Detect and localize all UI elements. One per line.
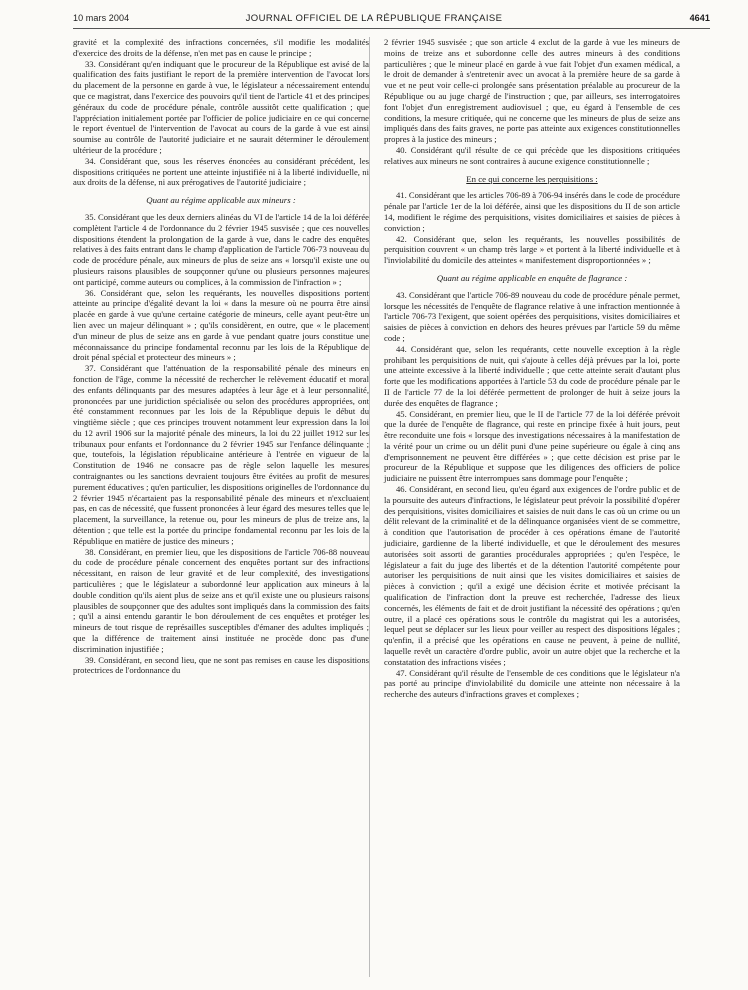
section-heading: Quant au régime applicable en enquête de flagrance : bbox=[436, 272, 628, 283]
section-heading: En ce qui concerne les perquisitions : bbox=[466, 173, 598, 184]
paragraph: 41. Considérant que les articles 706-89 à 706-94 insérés dans le code de procédure pénale par l'article 1er de la loi déférée, ainsi que les dispositions du II de son article 14, modifient le régime des perquisitions, visites domiciliaires et saisies de pièces à conviction ; bbox=[384, 190, 680, 233]
paragraph: 47. Considérant qu'il résulte de l'ensemble de ces conditions que le législateur n'a pas porté au principe d'inviolabilité du domicile une atteinte non nécessaire à la recherche des auteurs d'infractions graves et complexes ; bbox=[384, 667, 680, 700]
header-rule bbox=[73, 28, 710, 29]
section-heading: Quant au régime applicable aux mineurs : bbox=[146, 195, 296, 206]
continued-paragraph: 2 février 1945 susvisée ; que son article 4 exclut de la garde à vue les mineurs de moins de treize ans et subordonne celle des autres mineurs à des conditions particulières ; que le mineur placé en garde à vue fait l'objet d'un examen médical, a le droit de demander à s'entretenir avec un avocat à la première heure de sa garde à vue et ne peut voir celle-ci prolongée sans présentation préalable au procureur de la République ou au juge chargé de l'instruction ; que, par ailleurs, ses interrogatoires font l'objet d'un enregistrement audiovisuel ; que, eu égard à l'ensemble de ces conditions, la mesure critiquée, qui ne concerne que les mineurs de plus de seize ans impliqués dans des faits graves, ne porte pas atteinte aux exigences constitutionnelles propres à la justice des mineurs ; bbox=[384, 37, 680, 145]
paragraph: 37. Considérant que l'atténuation de la responsabilité pénale des mineurs en fonction de l'âge, comme la nécessité de rechercher le relèvement éducatif et moral des enfants délinquants par des mesures adaptées à leur âge et à leur personnalité, prononcées par une juridiction spécialisée ou selon des procédures appropriées, ont été constamment reconnues par les lois de la République depuis le début du vingtième siècle ; que ces principes trouvent notamment leur expression dans la loi du 12 avril 1906 sur la majorité pénale des mineurs, la loi du 22 juillet 1912 sur les tribunaux pour enfants et l'ordonnance du 2 février 1945 sur l'enfance délinquante ; que, toutefois, la législation républicaine antérieure à l'entrée en vigueur de la Constitution de 1946 ne consacre pas de règle selon laquelle les mesures contraignantes ou les sanctions devraient toujours être évitées au profit de mesures purement éducatives ; qu'en particulier, les dispositions originelles de l'ordonnance du 2 février 1945 n'écartaient pas la responsabilité pénale des mineurs et n'excluaient pas, en cas de nécessité, que fussent prononcées à leur égard des mesures telles que le placement, la surveillance, la retenue ou, pour les mineurs de plus de treize ans, la détention ; que telle est la portée du principe fondamental reconnu par les lois de la République en matière de justice des mineurs ; bbox=[73, 363, 369, 546]
paragraph: 40. Considérant qu'il résulte de ce qui précède que les dispositions critiquées relatives aux mineurs ne sont contraires à aucune exigence constitutionnelle ; bbox=[384, 144, 680, 166]
paragraph: 39. Considérant, en second lieu, que ne sont pas remises en cause les dispositions protectrices de l'ordonnance du bbox=[73, 654, 369, 676]
continued-paragraph: gravité et la complexité des infractions concernées, s'il modifie les modalités d'exercice des droits de la défense, n'en met pas en cause le principe ; bbox=[73, 37, 369, 58]
column-divider bbox=[369, 37, 370, 977]
right-column bbox=[384, 37, 680, 700]
header-title: JOURNAL OFFICIEL DE LA RÉPUBLIQUE FRANÇAISE bbox=[245, 13, 503, 24]
header-date: 10 mars 2004 bbox=[73, 13, 130, 23]
paragraph: 35. Considérant que les deux derniers alinéas du VI de l'article 14 de la loi déférée complètent l'article 4 de l'ordonnance du 2 février 1945 susvisée ; que ces nouvelles dispositions étendent la prolongation de la garde à vue, dans le cadre des enquêtes relatives à des faits entrant dans le champ d'application de l'article 706-73 nouveau du code de procédure pénale, aux mineurs de plus de seize ans « lorsqu'il existe une ou plusieurs raisons plausibles de soupçonner qu'une ou plusieurs personnes majeures ont participé, comme auteurs ou complices, à la commission de l'infraction » ; bbox=[73, 211, 369, 287]
paragraph: 44. Considérant que, selon les requérants, cette nouvelle exception à la règle prohibant les perquisitions de nuit, qui s'ajoute à celles déjà prévues par la loi, porte une atteinte excessive à la liberté individuelle ; que cette atteinte serait d'autant plus forte que les modifications apportées à l'article 53 du code de procédure pénale par le II de l'article 77 de la loi déférée permettent de prolonger de huit à seize jours la durée des enquêtes de flagrance ; bbox=[384, 343, 680, 408]
paragraph: 36. Considérant que, selon les requérants, les nouvelles dispositions portent atteinte au principe d'égalité devant la loi « dans la mesure où ne pourra être ainsi placée en garde à vue qu'une certaine catégorie de mineurs, celle ayant peut-être un lien avec un majeur délinquant » ; qu'ils considèrent, en outre, que « le placement d'un mineur de plus de seize ans en garde à vue pendant quatre jours constitue une méconnaissance du principe fondamental reconnu par les lois de la République de droit pénal spécial et protecteur des mineurs » ; bbox=[73, 287, 369, 363]
header-page-number: 4641 bbox=[689, 13, 710, 23]
paragraph: 33. Considérant qu'en indiquant que le procureur de la République est avisé de la qualification des faits justifiant le report de la première intervention de l'avocat lors du placement de la personne en garde à vue, le législateur a nécessairement entendu que ce magistrat, dans l'exercice des pouvoirs qu'il tient de l'article 41 et des principes généraux du code de procédure pénale, contrôle aussitôt cette qualification ; que l'appréciation initialement portée par l'officier de police judiciaire en ce qui concerne le report éventuel de l'intervention de l'avocat au cours de la garde à vue est ainsi soumise au contrôle de l'autorité judiciaire et ne saurait déterminer le déroulement ultérieur de la procédure ; bbox=[73, 58, 369, 155]
paragraph: 34. Considérant que, sous les réserves énoncées au considérant précédent, les dispositions critiquées ne portent une atteinte injustifiée ni à la liberté individuelle, ni aux droits de la défense, ni aux prérogatives de l'autorité judiciaire ; bbox=[73, 155, 369, 188]
paragraph: 38. Considérant, en premier lieu, que les dispositions de l'article 706-88 nouveau du code de procédure pénale concernent des enquêtes portant sur des infractions nécessitant, en raison de leur gravité et de leur complexité, des investigations particulières ; que le législateur a subordonné leur application aux mineurs à la double condition qu'ils aient plus de seize ans et qu'il existe une ou plusieurs raisons plausibles de soupçonner que des adultes sont impliqués dans la commission des faits ; qu'il a ainsi entendu garantir le bon déroulement de ces enquêtes et protéger les mineurs de tout risque de représailles susceptibles d'émaner des adultes impliqués ; que la différence de traitement ainsi instituée ne procède donc pas d'une discrimination injustifiée ; bbox=[73, 546, 369, 654]
paragraph: 46. Considérant, en second lieu, qu'eu égard aux exigences de l'ordre public et de la poursuite des auteurs d'infractions, le législateur peut prévoir la possibilité d'opérer des perquisitions, visites domiciliaires et saisies de nuit dans le cas où un crime ou un délit relevant de la criminalité et de la délinquance organisées vient de se commettre, à condition que l'autorisation de procéder à ces opérations émane de l'autorité judiciaire, gardienne de la liberté individuelle, et que le déroulement des mesures autorisées soit assorti de garanties procédurales appropriées ; qu'en l'espèce, le législateur a fait du juge des libertés et de la détention l'autorité compétente pour autoriser les perquisitions de nuit ainsi que les visites domiciliaires et saisies de pièces à conviction ; qu'il a exigé une décision écrite et motivée précisant la qualification de l'infraction dont la preuve est recherchée, l'adresse des lieux concernés, les éléments de fait et de droit justifiant la nécessité des opérations ; qu'en outre, il a placé ces opérations sous le contrôle du magistrat qui les a autorisées, lequel peut se déplacer sur les lieux pour veiller au respect des dispositions légales ; qu'enfin, il a précisé que les opérations en cause ne peuvent, à peine de nullité, laquelle revêt un caractère d'ordre public, avoir un autre objet que la recherche et la constatation des infractions visées ; bbox=[384, 484, 680, 667]
paragraph: 42. Considérant que, selon les requérants, les nouvelles possibilités de perquisition couvrent « un champ très large » et portent à la liberté individuelle et à l'inviolabilité du domicile des atteintes « manifestement disproportionnées » ; bbox=[384, 233, 680, 266]
left-column bbox=[73, 37, 369, 676]
paragraph: 45. Considérant, en premier lieu, que le II de l'article 77 de la loi déférée prévoit que la durée de l'enquête de flagrance, qui reste en principe fixée à huit jours, peut être reconduite une fois « lorsque des investigations nécessaires à la manifestation de la vérité pour un crime ou un délit puni d'une peine supérieure ou égale à cinq ans d'emprisonnement ne peuvent être différées » ; que cette décision est prise par le procureur de la République et suppose que les diligences des officiers de police judiciaire ne puissent être interrompues sans dommage pour l'enquête ; bbox=[384, 408, 680, 484]
paragraph: 43. Considérant que l'article 706-89 nouveau du code de procédure pénale permet, lorsque les nécessités de l'enquête de flagrance relative à une infraction mentionnée à l'article 706-73 l'exigent, que soient opérées des perquisitions, visites domiciliaires et saisies de pièces à conviction en dehors des heures prévues par l'article 59 du même code ; bbox=[384, 289, 680, 343]
